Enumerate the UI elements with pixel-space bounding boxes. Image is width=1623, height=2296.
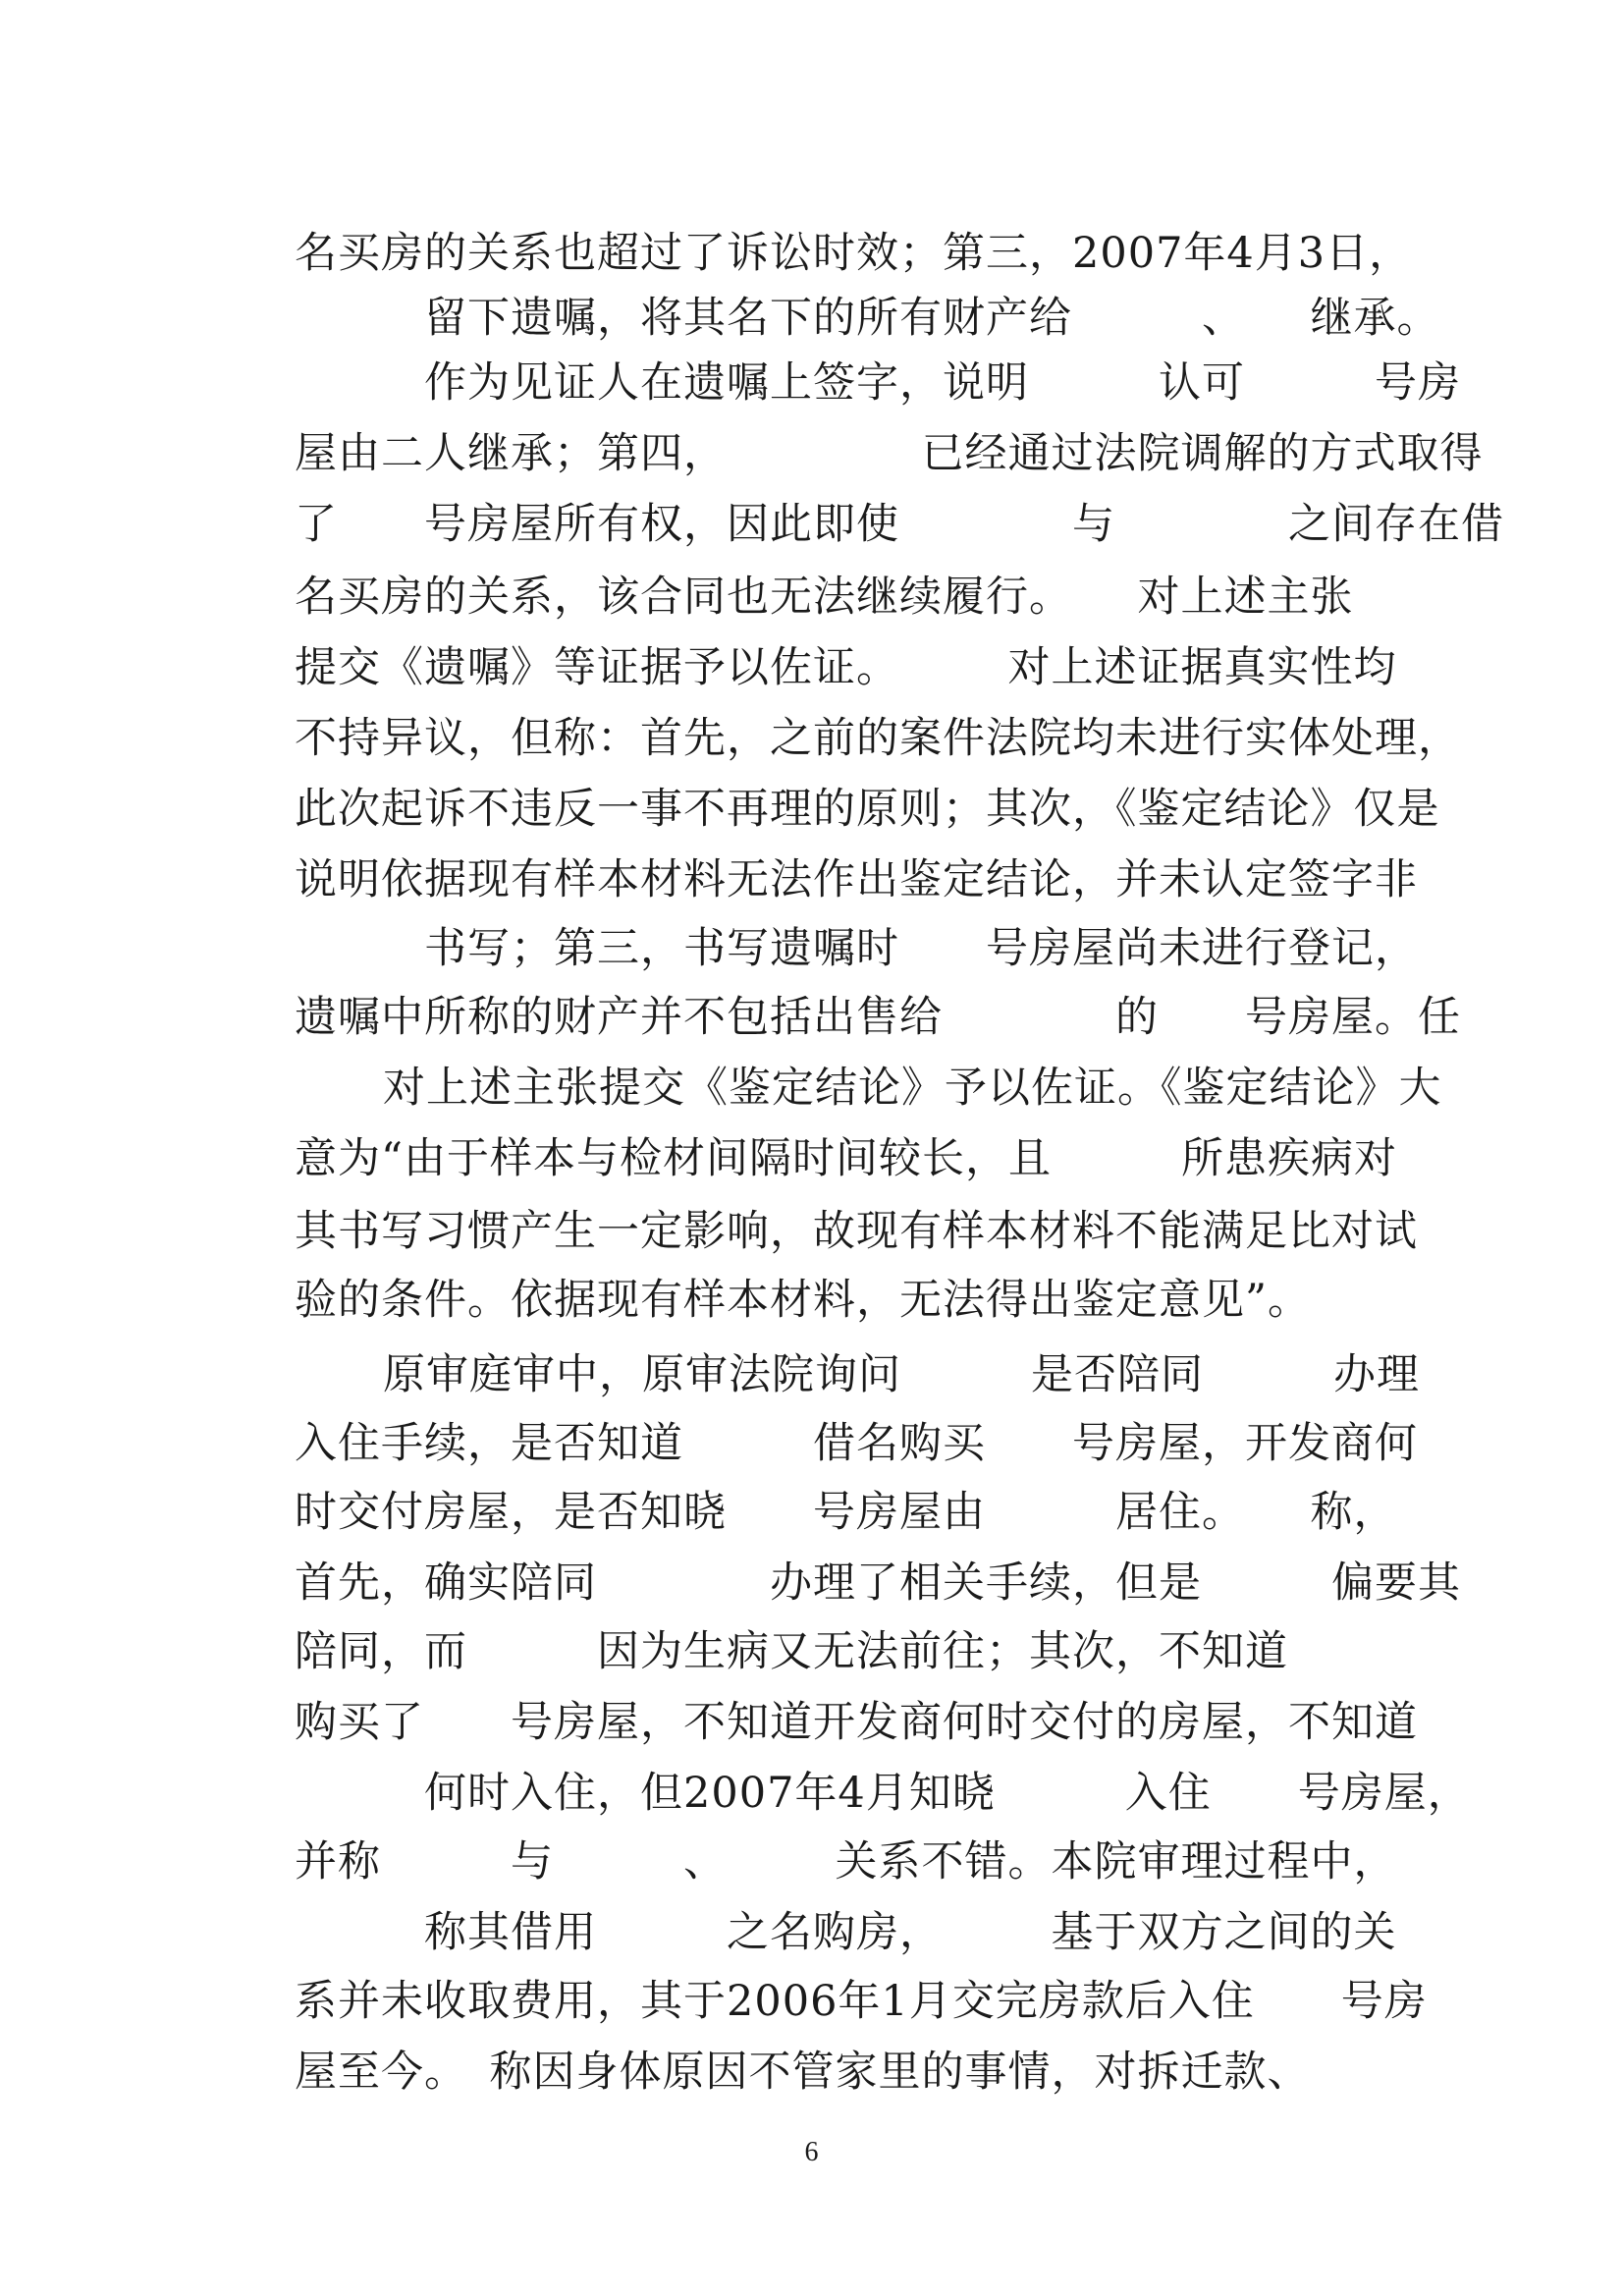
text-line: 入住手续，是否知道 借名购买 号房屋，开发商何 <box>295 1419 1418 1468</box>
text-line: 屋至今。 称因身体原因不管家里的事情，对拆迁款、 <box>295 2048 1311 2097</box>
text-line: 书写；第三，书写遗嘱时 号房屋尚未进行登记， <box>424 924 1418 973</box>
text-line: 不持异议，但称：首先，之前的案件法院均未进行实体处理， <box>295 714 1461 763</box>
text-line: 名买房的关系，该合同也无法继续履行。 对上述主张 <box>295 573 1354 622</box>
text-line: 屋由二人继承；第四， 已经通过法院调解的方式取得 <box>295 429 1484 478</box>
text-line: 提交《遗嘱》等证据予以佐证。 对上述证据真实性均 <box>295 643 1397 692</box>
text-line: 对上述主张提交《鉴定结论》予以佐证。《鉴定结论》大 <box>383 1064 1442 1113</box>
text-line: 此次起诉不违反一事不再理的原则；其次，《鉴定结论》仅是 <box>295 785 1440 834</box>
text-line: 意为“由于样本与检材间隔时间较长，且 所患疾病对 <box>295 1134 1397 1183</box>
text-line: 原审庭审中，原审法院询问 是否陪同 办理 <box>383 1350 1420 1399</box>
text-line: 其书写习惯产生一定影响，故现有样本材料不能满足比对试 <box>295 1207 1418 1256</box>
text-line: 陪同，而 因为生病又无法前往；其次，不知道 <box>295 1627 1288 1676</box>
text-line: 时交付房屋，是否知晓 号房屋由 居住。 称， <box>295 1488 1397 1537</box>
text-line: 验的条件。依据现有样本材料，无法得出鉴定意见”。 <box>295 1276 1311 1325</box>
text-line: 系并未收取费用，其于2006年1月交完房款后入住 号房 <box>295 1977 1428 2026</box>
text-line: 说明依据现有样本材料无法作出鉴定结论，并未认定签字非 <box>295 855 1418 904</box>
text-line: 购买了 号房屋，不知道开发商何时交付的房屋，不知道 <box>295 1698 1418 1747</box>
text-line: 称其借用 之名购房， 基于双方之间的关 <box>424 1908 1397 1957</box>
text-line: 何时入住，但2007年4月知晓 入住 号房屋， <box>424 1769 1471 1818</box>
text-line: 留下遗嘱，将其名下的所有财产给 、 继承。 <box>424 294 1440 343</box>
text-line: 名买房的关系也超过了诉讼时效；第三，2007年4月3日， <box>295 229 1413 278</box>
text-line: 并称 与 、 关系不错。本院审理过程中， <box>295 1837 1397 1886</box>
page-number: 6 <box>804 2137 819 2167</box>
text-line: 首先，确实陪同 办理了相关手续，但是 偏要其 <box>295 1558 1461 1608</box>
text-line: 作为见证人在遗嘱上签字，说明 认可 号房 <box>424 358 1461 408</box>
text-line: 遗嘱中所称的财产并不包括出售给 的 号房屋。任 <box>295 993 1461 1042</box>
text-line: 了 号房屋所有权，因此即使 与 之间存在借 <box>295 500 1504 549</box>
